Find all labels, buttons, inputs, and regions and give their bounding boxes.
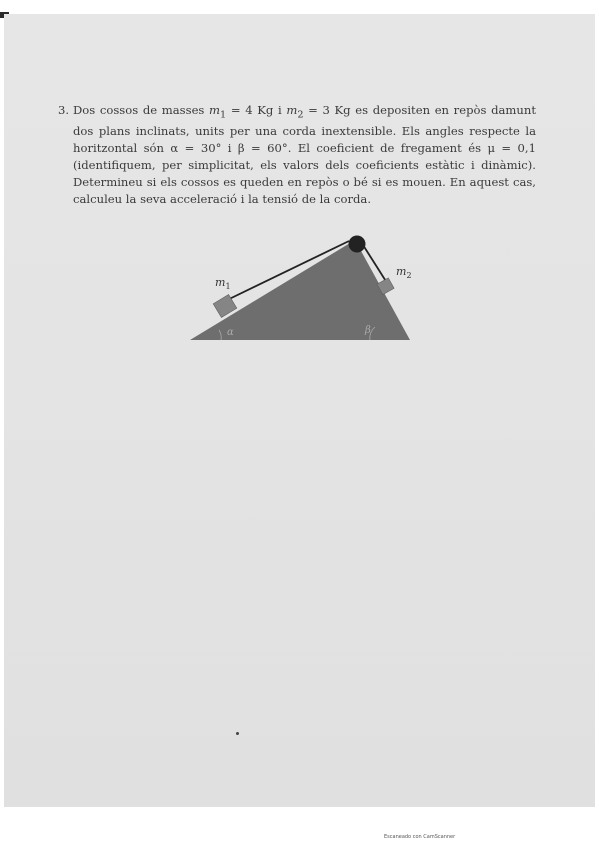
mass-symbol: m bbox=[286, 103, 298, 117]
problem-text bbox=[73, 102, 536, 208]
mass-subscript: 2 bbox=[297, 109, 304, 121]
page-footer bbox=[0, 807, 599, 848]
label-beta: β bbox=[365, 325, 371, 336]
label-alpha: α bbox=[227, 327, 234, 338]
scanner-watermark: Escaneado con CamScanner bbox=[384, 834, 456, 840]
mass-symbol: m bbox=[209, 103, 221, 117]
pulley bbox=[349, 236, 366, 253]
label-m2: $m_2$ bbox=[396, 265, 412, 281]
top-margin bbox=[0, 0, 599, 14]
problem-number: 3. bbox=[58, 103, 70, 117]
mass-subscript: 1 bbox=[220, 109, 227, 121]
problem-statement bbox=[58, 102, 536, 208]
text-part: = 4 Kg i bbox=[226, 103, 287, 117]
scan-speck bbox=[236, 732, 239, 735]
inclined-planes-figure bbox=[185, 228, 425, 348]
text-part: = 3 Kg es depositen en repòs damunt dos plans inclinats, units per una corda inextensible. Els angles respecte la horitzontal són α = 30° i β = 60°. El coeficient de fregament és μ = 0,1 (identifiquem, per simplicitat, els valors dels coeficients estàtic i dinàmic). Determineu si els cossos es queden en repòs o bé si es mouen. En aquest cas, calculeu la seva acceleració i la tensió de la corda. bbox=[73, 103, 536, 207]
text-part: Dos cossos de masses bbox=[73, 103, 210, 117]
label-m1: $m_1$ bbox=[215, 276, 231, 292]
